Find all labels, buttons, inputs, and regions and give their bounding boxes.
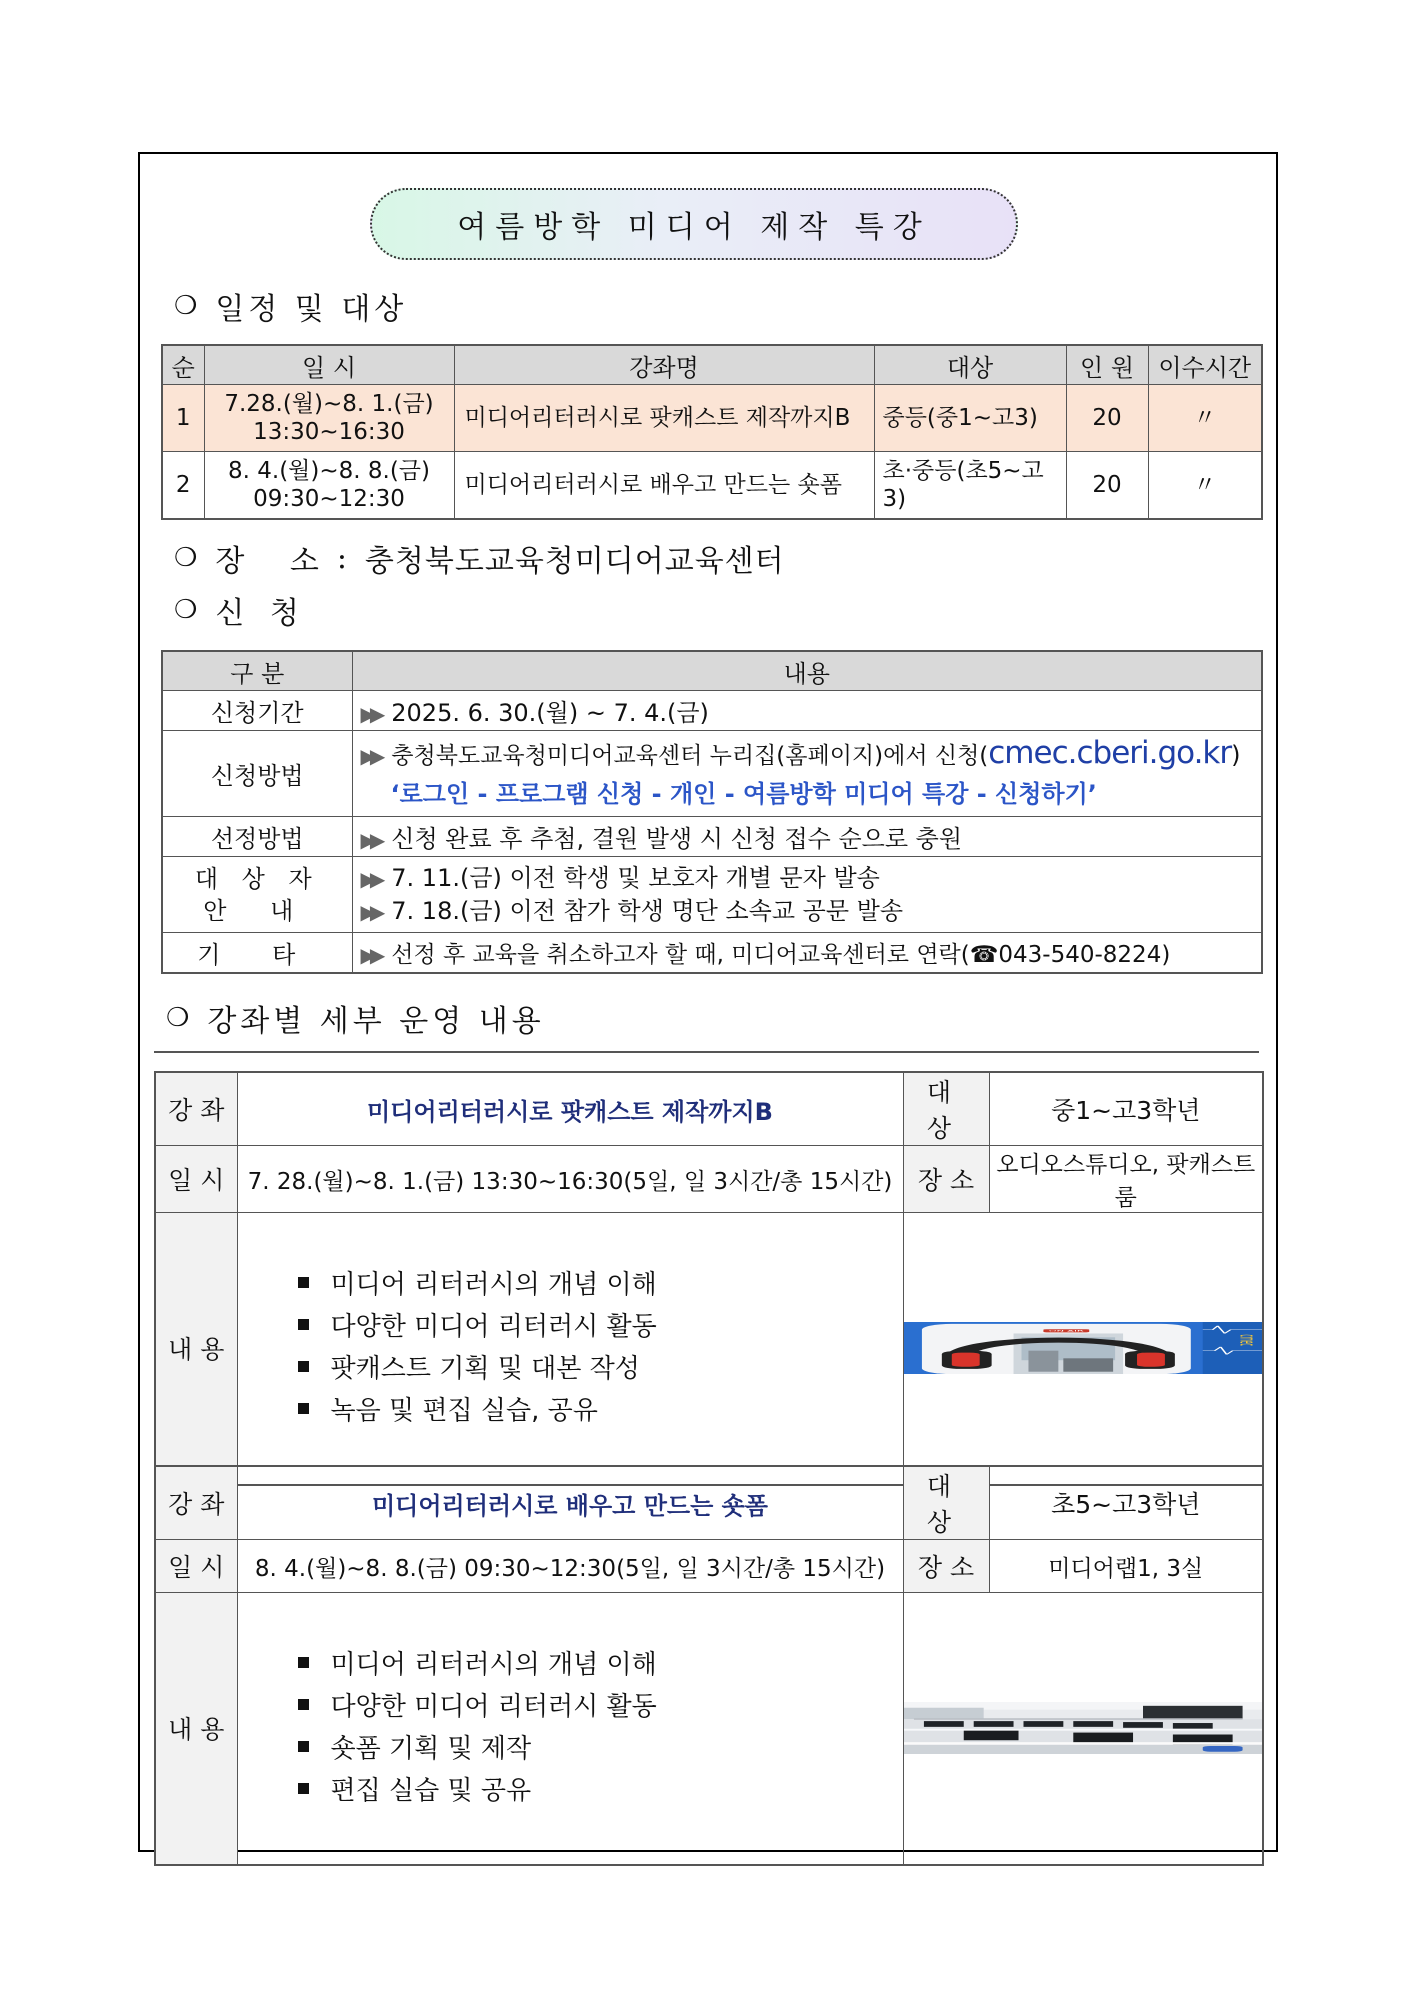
notice-label [162, 857, 352, 933]
on-air-sign: ON AIR [1048, 1329, 1084, 1333]
section-heading-detail [166, 996, 545, 1040]
table-row [162, 452, 1262, 520]
date-value: 7. 28.(월)~8. 1.(금) 13:30~16:30(5일, 일 3시간/총 15시간) [237, 1146, 903, 1213]
list-item-text: 팟캐스트 기획 및 대본 작성 [330, 1354, 640, 1385]
double-arrow-icon: ▶▶ [360, 702, 380, 726]
place-label: 장 소 [903, 1146, 989, 1213]
course-label: 강 좌 [155, 1072, 237, 1146]
row-hours: 〃 [1148, 385, 1262, 452]
notice-label-line1: 대 상 자 [194, 864, 320, 893]
date-label: 일 시 [155, 1540, 237, 1593]
content-list [298, 1644, 903, 1812]
etc-label: 기 타 [162, 933, 352, 973]
row-no: 1 [162, 385, 204, 452]
select-cell [352, 817, 1262, 857]
table-row [162, 857, 1262, 933]
table-row [162, 691, 1262, 731]
header-course: 강좌명 [454, 345, 874, 385]
course-table-2 [154, 1465, 1264, 1866]
etc-value: 선정 후 교육을 취소하고자 할 때, 미디어교육센터로 연락(☎043-540-8224) [391, 941, 1171, 968]
header-category: 구 분 [162, 651, 352, 691]
list-item [298, 1264, 903, 1306]
method-cell [352, 731, 1262, 817]
list-item [298, 1306, 903, 1348]
cmec-logo-text: cmec [1234, 1334, 1261, 1347]
row-date-line1: 7.28.(월)~8. 1.(금) [224, 391, 434, 417]
header-no: 순 [162, 345, 204, 385]
table-row [162, 385, 1262, 452]
studio-photo-cell [903, 1213, 1263, 1485]
list-item [298, 1686, 903, 1728]
schedule-table [161, 344, 1263, 520]
select-label: 선정방법 [162, 817, 352, 857]
course-table-1 [154, 1071, 1264, 1486]
circle-bullet-icon: ❍ [166, 1003, 194, 1033]
list-item [298, 1348, 903, 1390]
notice-value1: 7. 11.(금) 이전 학생 및 보호자 개별 문자 발송 [391, 863, 880, 892]
list-item-text: 다양한 미디어 리터러시 활동 [330, 1312, 657, 1343]
list-item [298, 1770, 903, 1812]
section-title: 일정 및 대상 [215, 292, 408, 327]
square-bullet-icon [298, 1403, 309, 1414]
method-close: ) [1231, 741, 1241, 769]
square-bullet-icon [298, 1319, 309, 1330]
section-heading-place [174, 536, 785, 580]
double-arrow-icon: ▶▶ [360, 942, 380, 967]
row-target: 초·중등(초5~고3) [874, 452, 1066, 520]
section-title: 신 청 [215, 596, 307, 631]
lab-photo-cell [903, 1593, 1263, 1865]
row-hours: 〃 [1148, 452, 1262, 520]
square-bullet-icon [298, 1277, 309, 1288]
circle-bullet-icon: ❍ [174, 543, 202, 573]
double-arrow-icon: ▶▶ [360, 828, 380, 852]
method-value: 충청북도교육청미디어교육센터 누리집(홈페이지)에서 신청( [391, 743, 989, 769]
place-value: 미디어랩1, 3실 [989, 1540, 1263, 1593]
list-item [298, 1728, 903, 1770]
select-value: 신청 완료 후 추첨, 결원 발생 시 신청 접수 순으로 충원 [391, 825, 963, 853]
content-label: 내 용 [155, 1213, 237, 1485]
notice-cell [352, 857, 1262, 933]
row-date-line2: 13:30~16:30 [253, 419, 405, 445]
date-label: 일 시 [155, 1146, 237, 1213]
row-date-line1: 8. 4.(월)~8. 8.(금) [228, 458, 430, 484]
table-row [162, 817, 1262, 857]
content-label: 내 용 [155, 1593, 237, 1865]
list-item-text: 편집 실습 및 공유 [330, 1776, 532, 1807]
content-list [298, 1264, 903, 1432]
place-label: 장 소 [903, 1540, 989, 1593]
header-target: 대상 [874, 345, 1066, 385]
list-item-text: 숏폼 기획 및 제작 [330, 1734, 532, 1765]
period-label: 신청기간 [162, 691, 352, 731]
square-bullet-icon [298, 1741, 309, 1752]
target-label: 대 상 [903, 1466, 989, 1540]
apply-table [161, 650, 1263, 974]
table-row [162, 731, 1262, 817]
section-heading-apply [174, 588, 307, 632]
lab-photo-image [904, 1702, 1263, 1754]
method-url-link[interactable]: cmec.cberi.go.kr [988, 735, 1232, 771]
header-date: 일 시 [204, 345, 454, 385]
row-course-name: 미디어리터러시로 배우고 만드는 숏폼 [454, 452, 874, 520]
studio-photo-image [904, 1322, 1263, 1374]
table-header-row [162, 345, 1262, 385]
row-count: 20 [1066, 385, 1148, 452]
target-label: 대 상 [903, 1072, 989, 1146]
list-item-text: 미디어 리터러시의 개념 이해 [330, 1270, 657, 1301]
square-bullet-icon [298, 1361, 309, 1372]
header-content: 내용 [352, 651, 1262, 691]
place-label: 장 소 [215, 544, 337, 579]
square-bullet-icon [298, 1657, 309, 1668]
method-label: 신청방법 [162, 731, 352, 817]
date-value: 8. 4.(월)~8. 8.(금) 09:30~12:30(5일, 일 3시간/총 15시간) [237, 1540, 903, 1593]
notice-label-line2: 안 내 [203, 896, 312, 925]
row-count: 20 [1066, 452, 1148, 520]
circle-bullet-icon: ❍ [174, 595, 202, 625]
table-row [155, 1213, 1263, 1485]
content-cell [237, 1213, 903, 1485]
row-course-name: 미디어리터러시로 팟캐스트 제작까지B [454, 385, 874, 452]
period-cell [352, 691, 1262, 731]
table-header-row [162, 651, 1262, 691]
square-bullet-icon [298, 1699, 309, 1710]
target-value: 중1~고3학년 [989, 1072, 1263, 1146]
divider [154, 1051, 1259, 1053]
course-label: 강 좌 [155, 1466, 237, 1540]
row-target: 중등(중1~고3) [874, 385, 1066, 452]
notice-value2: 7. 18.(금) 이전 참가 학생 명단 소속교 공문 발송 [391, 896, 904, 925]
etc-cell [352, 933, 1262, 973]
page-title: 여름방학 미디어 제작 특강 [370, 188, 1018, 260]
row-no: 2 [162, 452, 204, 520]
header-count: 인 원 [1066, 345, 1148, 385]
list-item [298, 1644, 903, 1686]
target-value: 초5~고3학년 [989, 1466, 1263, 1540]
period-value: 2025. 6. 30.(월) ~ 7. 4.(금) [391, 699, 709, 727]
double-arrow-icon: ▶▶ [360, 866, 380, 891]
place-value: 충청북도교육청미디어교육센터 [364, 544, 785, 579]
place-value: 오디오스튜디오, 팟캐스트룸 [989, 1146, 1263, 1213]
row-date [204, 385, 454, 452]
content-cell [237, 1593, 903, 1865]
table-row [155, 1540, 1263, 1593]
double-arrow-icon: ▶▶ [360, 744, 380, 768]
row-date [204, 452, 454, 520]
header-hours: 이수시간 [1148, 345, 1262, 385]
list-item-text: 녹음 및 편집 실습, 공유 [330, 1396, 598, 1427]
list-item [298, 1390, 903, 1432]
method-path: ‘로그인 - 프로그램 신청 - 개인 - 여름방학 미디어 특강 - 신청하기’ [390, 780, 1097, 808]
row-date-line2: 09:30~12:30 [253, 486, 405, 512]
table-row [155, 1072, 1263, 1146]
course-title: 미디어리터러시로 팟캐스트 제작까지B [237, 1072, 903, 1146]
table-row [155, 1593, 1263, 1865]
place-colon: : [336, 540, 351, 576]
list-item-text: 다양한 미디어 리터러시 활동 [330, 1692, 657, 1723]
course-title: 미디어리터러시로 배우고 만드는 숏폼 [237, 1466, 903, 1540]
section-title: 강좌별 세부 운영 내용 [207, 1004, 545, 1039]
table-row [155, 1466, 1263, 1540]
square-bullet-icon [298, 1783, 309, 1794]
circle-bullet-icon: ❍ [174, 291, 202, 321]
table-row [155, 1146, 1263, 1213]
table-row [162, 933, 1262, 973]
section-heading-schedule [174, 284, 407, 328]
double-arrow-icon: ▶▶ [360, 899, 380, 924]
list-item-text: 미디어 리터러시의 개념 이해 [330, 1650, 657, 1681]
